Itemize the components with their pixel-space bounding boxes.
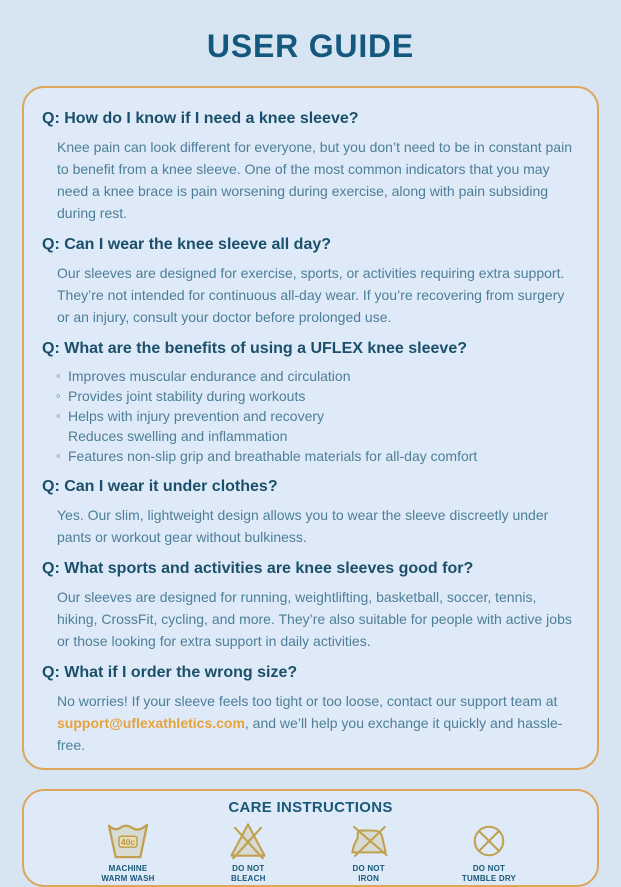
care-label: DO NOT BLEACH <box>231 864 266 883</box>
support-email-link[interactable]: support@uflexathletics.com <box>57 715 245 731</box>
care-label: MACHINE WARM WASH <box>101 864 155 883</box>
care-instructions-title: CARE INSTRUCTIONS <box>228 799 393 816</box>
faq-question: Q: What are the benefits of using a UFLEX knee sleeve? <box>42 340 467 357</box>
benefit-item: ◦ Provides joint stability during workouts <box>56 386 577 406</box>
benefit-item: Reduces swelling and inflammation <box>68 428 288 444</box>
faq-answer <box>42 690 577 756</box>
care-item-do-not-iron <box>323 820 415 883</box>
benefit-item: ◦ Helps with injury prevention and recovery <box>56 406 577 426</box>
faq-item <box>42 110 577 224</box>
answer-text-before: No worries! If your sleeve feels too tight or too loose, contact our support team at <box>57 693 558 709</box>
faq-answer: Yes. Our slim, lightweight design allows you to wear the sleeve discreetly under pants or workout gear without bulkiness. <box>57 507 549 545</box>
do-not-bleach-icon <box>227 820 269 860</box>
care-instructions-card <box>22 789 599 887</box>
care-item-do-not-tumble-dry <box>443 820 535 883</box>
do-not-tumble-dry-icon <box>470 820 508 860</box>
care-item-machine-wash <box>82 820 174 883</box>
faq-item <box>42 236 577 328</box>
faq-item <box>42 560 577 652</box>
answer-text-after: , and we’ll help you exchange it quickly and hassle-free. <box>57 715 563 753</box>
benefit-item: ◦ Features non-slip grip and breathable materials for all-day comfort <box>56 446 577 466</box>
svg-text:40c: 40c <box>120 836 136 847</box>
care-label: DO NOT TUMBLE DRY <box>461 864 517 883</box>
care-item-do-not-bleach <box>202 820 294 883</box>
care-icons-row <box>24 816 597 883</box>
faq-question: Q: Can I wear it under clothes? <box>42 478 278 495</box>
machine-wash-icon <box>105 820 151 860</box>
faq-answer: Our sleeves are designed for exercise, sports, or activities requiring extra support. They’re not intended for continuous all-day wear. If you’re recovering from surgery or an injury, consult your doctor before prolonged use. <box>57 265 565 325</box>
do-not-iron-icon <box>348 820 390 860</box>
faq-item <box>42 340 577 466</box>
faq-question: Q: How do I know if I need a knee sleeve? <box>42 110 359 127</box>
benefits-list <box>42 366 577 466</box>
benefit-item: ◦ Improves muscular endurance and circulation <box>56 366 577 386</box>
care-label: DO NOT IRON <box>352 864 385 883</box>
faq-question: Q: Can I wear the knee sleeve all day? <box>42 236 332 253</box>
faq-answer: Knee pain can look different for everyone, but you don’t need to be in constant pain to benefit from a knee sleeve. One of the most common indicators that you may need a knee brace is pain worsening during exercise, along with pain subsiding during rest. <box>57 139 572 221</box>
faq-answer: Our sleeves are designed for running, weightlifting, basketball, soccer, tennis, hiking, CrossFit, cycling, and more. They’re also suitable for people with active jobs or those looking for extra support in daily activities. <box>57 589 572 649</box>
faq-question: Q: What sports and activities are knee sleeves good for? <box>42 560 474 577</box>
page-title: USER GUIDE <box>206 28 415 64</box>
faq-card <box>22 86 599 770</box>
faq-item <box>42 478 577 548</box>
faq-item <box>42 664 577 756</box>
faq-question: Q: What if I order the wrong size? <box>42 664 298 681</box>
